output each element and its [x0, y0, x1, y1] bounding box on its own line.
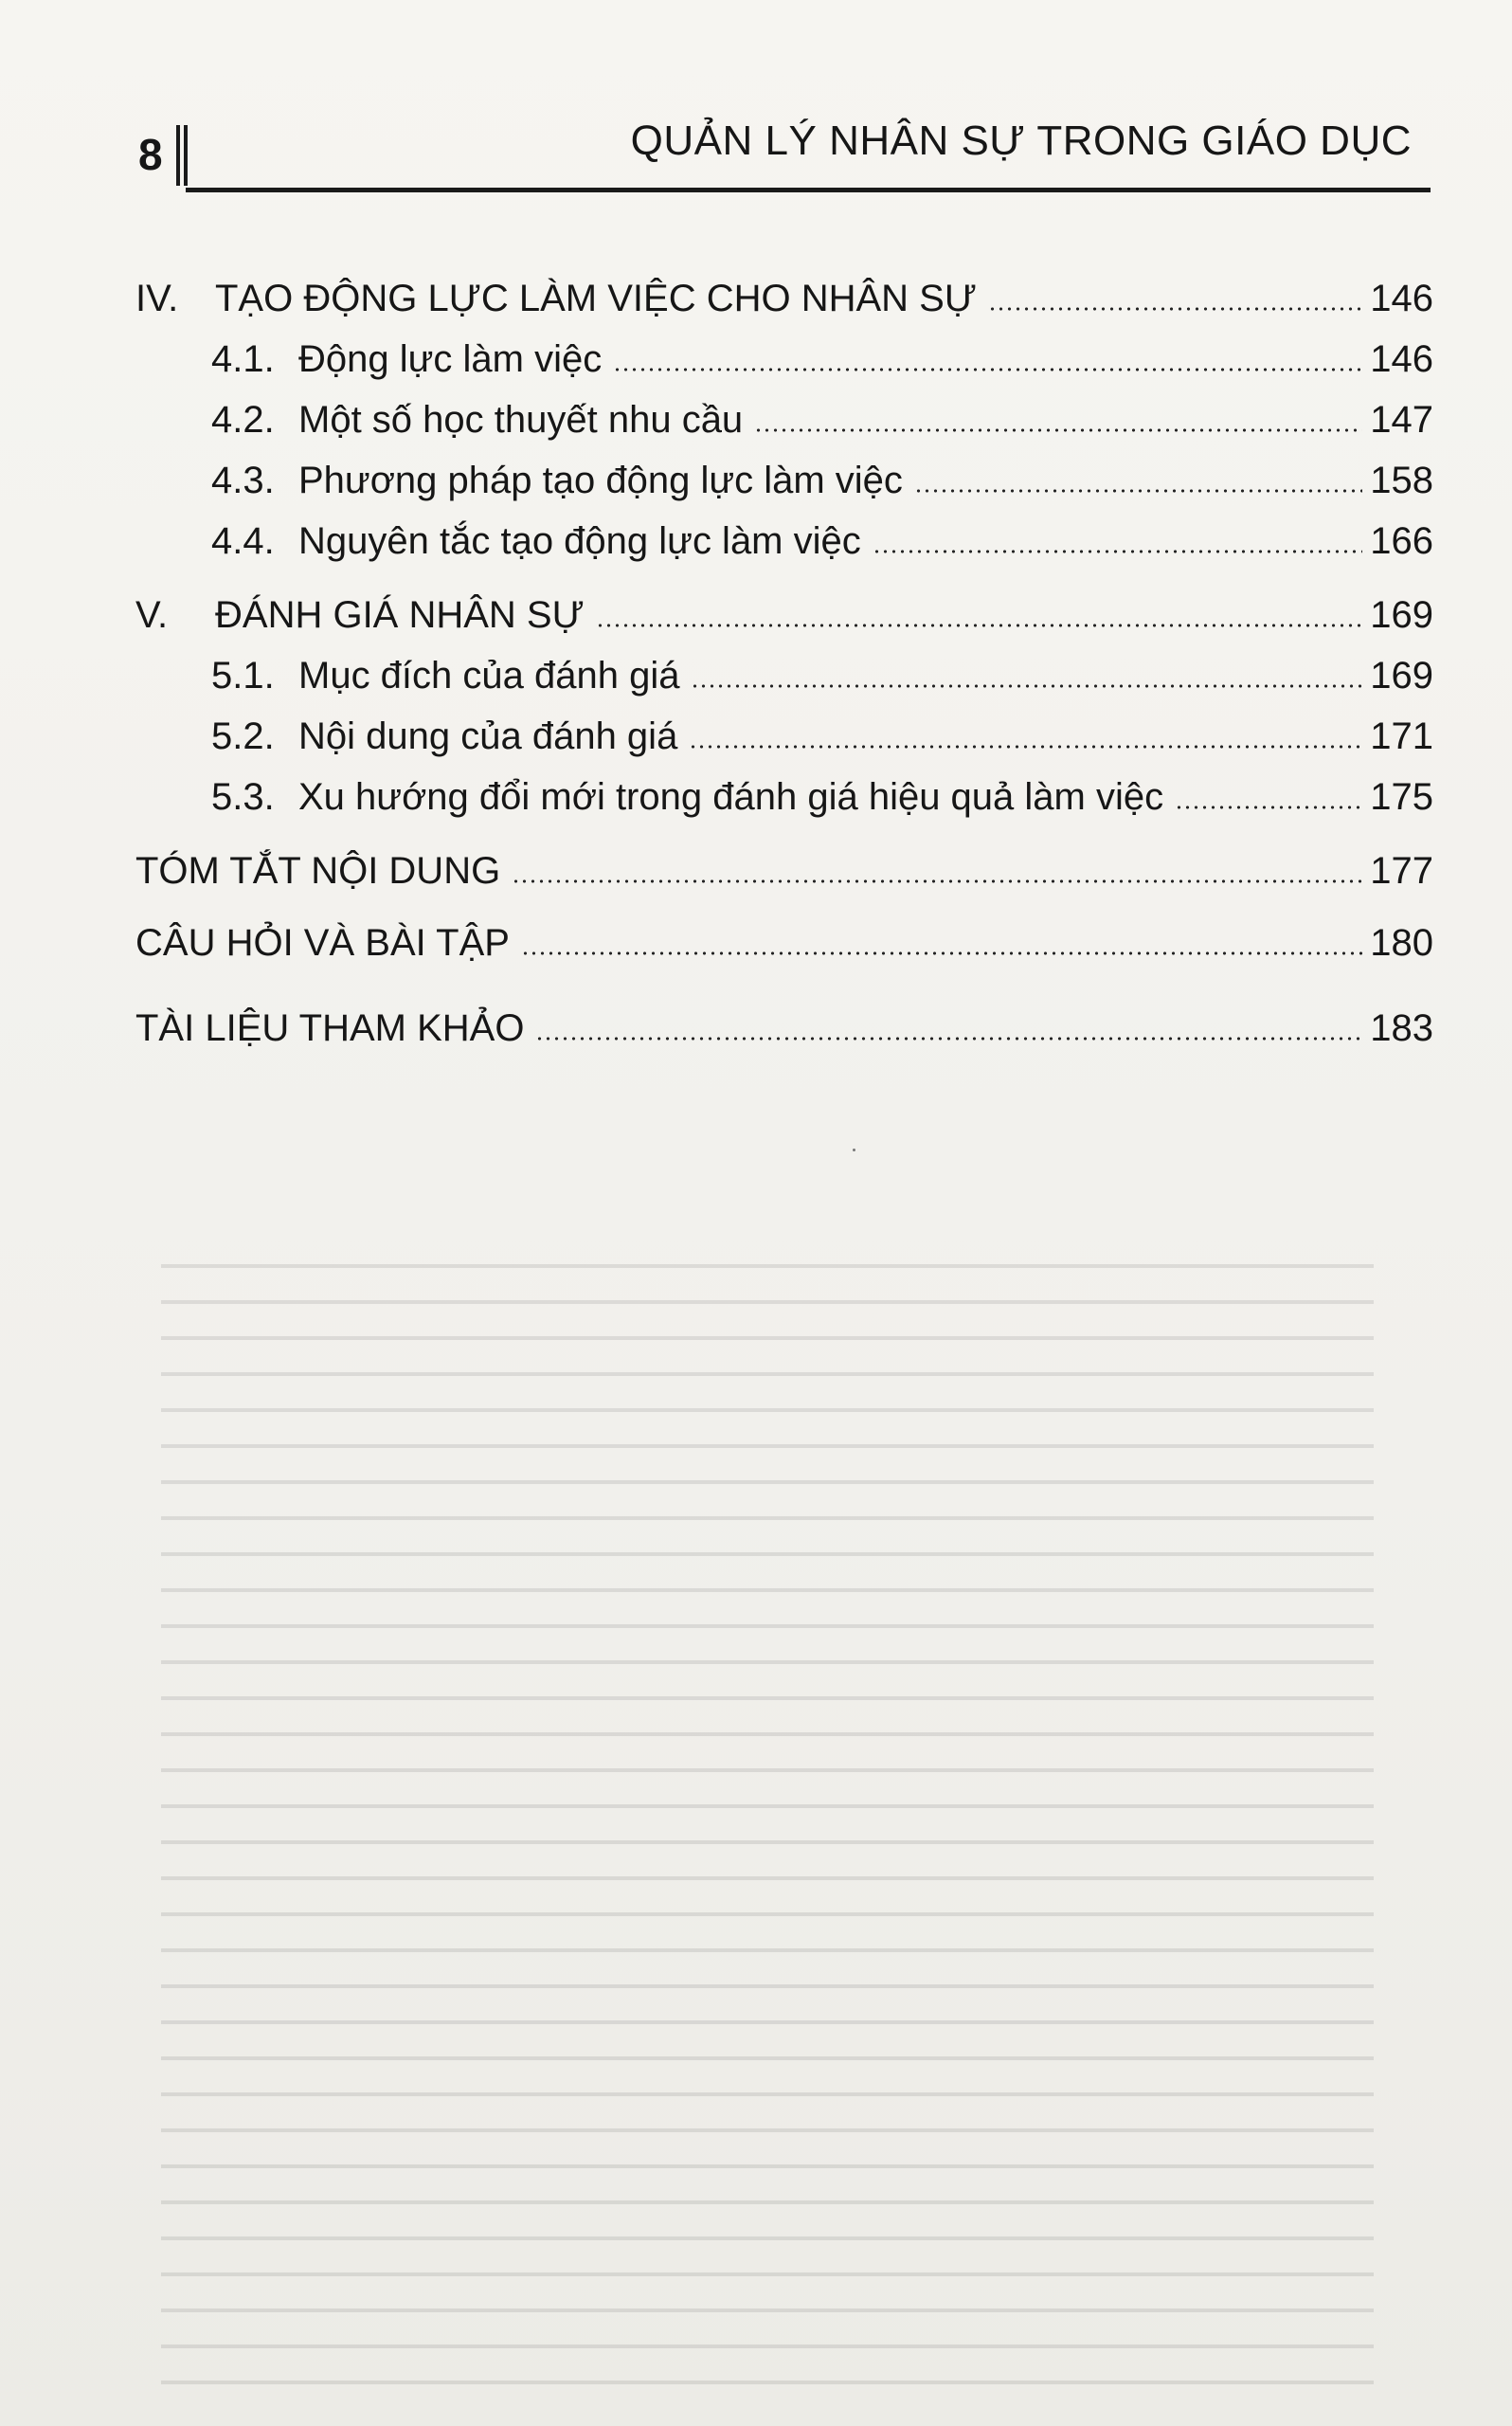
toc-entry-page: 171: [1370, 715, 1433, 757]
toc-entry-number: 5.3.: [211, 776, 275, 818]
toc-entry-page: 146: [1370, 338, 1433, 380]
toc-entry-number: 4.1.: [211, 338, 275, 380]
show-through-ghost-text: [104, 1071, 1431, 2417]
toc-entry-page: 166: [1370, 520, 1433, 562]
toc-entry: [211, 447, 1433, 502]
leader-dots: [691, 684, 1362, 688]
toc-entry: [211, 643, 1433, 697]
toc-entry-number: IV.: [135, 278, 179, 319]
toc-entry-number: 5.2.: [211, 715, 275, 757]
toc-entry-page: 180: [1370, 922, 1433, 964]
toc-entry-title: Động lực làm việc: [298, 338, 603, 380]
toc-entry-number: 4.4.: [211, 520, 275, 562]
toc-entry-title: Mục đích của đánh giá: [298, 655, 680, 697]
toc-entry-page: 175: [1370, 776, 1433, 818]
toc-entry-title: TẠO ĐỘNG LỰC LÀM VIỆC CHO NHÂN SỰ: [215, 278, 977, 319]
toc-entry-number: 4.2.: [211, 399, 275, 441]
page-header: [123, 104, 1431, 199]
toc-entry-title: Nguyên tắc tạo động lực làm việc: [298, 520, 861, 562]
leader-dots: [754, 428, 1362, 432]
toc-entry: [211, 703, 1433, 758]
leader-dots: [873, 550, 1363, 553]
toc-entry-title: Xu hướng đổi mới trong đánh giá hiệu quả làm việc: [298, 776, 1164, 818]
toc-entry-page: 183: [1370, 1007, 1433, 1049]
toc-entry: [211, 387, 1433, 442]
toc-entry-title: Nội dung của đánh giá: [298, 715, 678, 757]
page-number: 8: [138, 130, 163, 179]
toc-entry-page: 158: [1370, 460, 1433, 501]
toc-entry: [211, 764, 1433, 819]
toc-entry: [135, 265, 1433, 320]
toc-entry-page: 169: [1370, 655, 1433, 697]
leader-dots: [914, 489, 1362, 493]
toc-entry-number: 5.1.: [211, 655, 275, 697]
toc-entry-page: 146: [1370, 278, 1433, 319]
toc-entry-title: Một số học thuyết nhu cầu: [298, 399, 744, 441]
toc-entry-page: 169: [1370, 594, 1433, 636]
toc-entry-title: ĐÁNH GIÁ NHÂN SỰ: [215, 594, 585, 636]
leader-dots: [521, 951, 1362, 955]
leader-dots: [613, 368, 1362, 371]
leader-dots: [535, 1037, 1362, 1041]
toc-entry: [135, 910, 1433, 965]
toc-entry-page: 177: [1370, 850, 1433, 892]
leader-dots: [1175, 806, 1362, 809]
toc-entry: [135, 838, 1433, 893]
toc-entry-title: TÓM TẮT NỘI DUNG: [135, 850, 501, 892]
toc-entry: [211, 508, 1433, 563]
toc-entry-number: 4.3.: [211, 460, 275, 501]
toc-entry: [135, 582, 1433, 637]
toc-entry: [211, 326, 1433, 381]
running-title: QUẢN LÝ NHÂN SỰ TRONG GIÁO DỤC: [630, 118, 1412, 164]
page-number-bars-icon: [176, 125, 189, 186]
toc-entry-number: V.: [135, 594, 169, 636]
toc-entry: [135, 995, 1433, 1050]
toc-entry-title: Phương pháp tạo động lực làm việc: [298, 460, 903, 501]
header-rule: [186, 188, 1431, 192]
toc-entry-page: 147: [1370, 399, 1433, 441]
leader-dots: [689, 745, 1362, 749]
toc-entry-title: TÀI LIỆU THAM KHẢO: [135, 1007, 525, 1049]
toc-entry-title: CÂU HỎI VÀ BÀI TẬP: [135, 922, 510, 964]
leader-dots: [596, 624, 1362, 627]
leader-dots: [512, 879, 1362, 883]
leader-dots: [988, 307, 1362, 311]
